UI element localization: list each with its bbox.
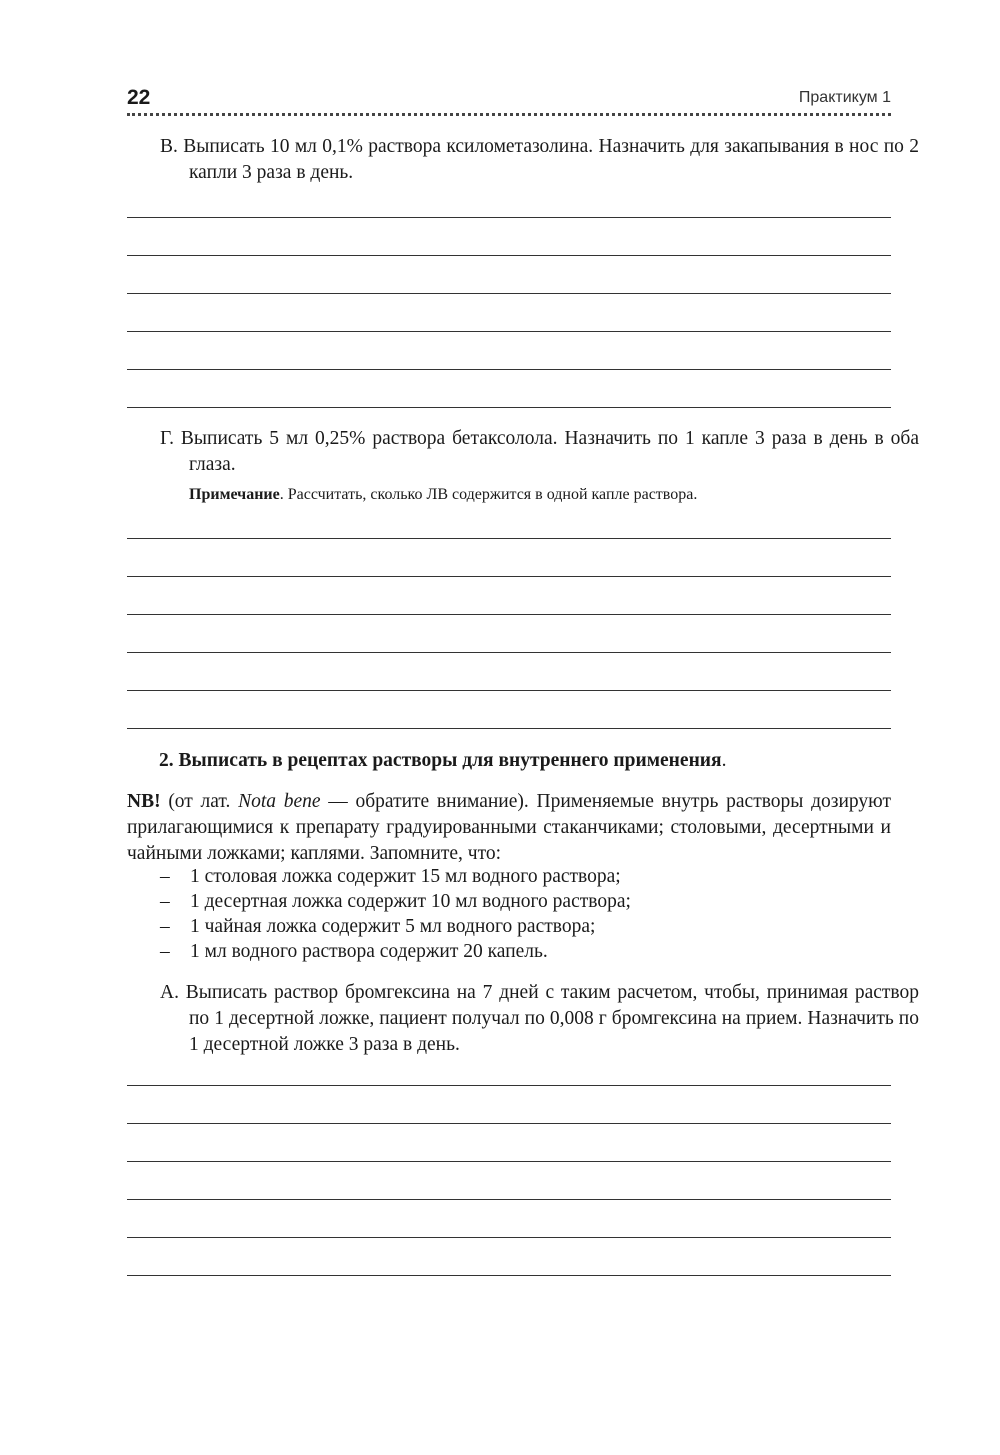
list-item [160, 914, 890, 939]
answer-line [127, 217, 891, 218]
dash-marker: – [160, 941, 170, 962]
answer-line [127, 293, 891, 294]
dosing-list [160, 864, 890, 964]
list-item-text: 1 чайная ложка содержит 5 мл водного раствора; [190, 916, 596, 937]
answer-line [127, 1123, 891, 1124]
answer-line [127, 690, 891, 691]
dash-marker: – [160, 916, 170, 937]
answer-line [127, 407, 891, 408]
answer-line [127, 1161, 891, 1162]
nb-latin: Nota bene [238, 791, 321, 812]
answer-line [127, 614, 891, 615]
note-label: Примечание [189, 486, 280, 503]
nb-text [127, 789, 891, 867]
answer-line [127, 728, 891, 729]
answer-line [127, 652, 891, 653]
answer-line [127, 538, 891, 539]
list-item [160, 889, 890, 914]
task-g [160, 426, 919, 478]
list-item-text: 1 столовая ложка содержит 15 мл водного раствора; [190, 866, 621, 887]
nb-pre: (от лат. [160, 791, 239, 812]
list-item [160, 939, 890, 964]
answer-line [127, 369, 891, 370]
dash-marker: – [160, 866, 170, 887]
answer-line [127, 1085, 891, 1086]
task-g-text: Г. Выписать 5 мл 0,25% раствора бетаксолола. Назначить по 1 капле 3 раза в день в оба глаза. [160, 428, 919, 475]
section-2-heading-text: 2. Выписать в рецептах растворы для внутреннего применения [159, 750, 722, 771]
task-v-text: В. Выписать 10 мл 0,1% раствора ксилометазолина. Назначить для закапывания в нос по 2 капли 3 раза в день. [160, 136, 919, 183]
nb-label: NB! [127, 791, 161, 812]
answer-line [127, 576, 891, 577]
answer-line [127, 255, 891, 256]
list-item [160, 864, 890, 889]
answer-line [127, 331, 891, 332]
task-a-text: А. Выписать раствор бромгексина на 7 дней с таким расчетом, чтобы, принимая раствор по 1 десертной ложке, пациент получал по 0,008 г бромгексина на прием. Назначить по 1 десертной ложке 3 раза в день. [160, 982, 919, 1055]
task-g-note [189, 484, 889, 506]
dash-marker: – [160, 891, 170, 912]
note-text: . Рассчитать, сколько ЛВ содержится в одной капле раствора. [279, 486, 698, 503]
answer-line [127, 1199, 891, 1200]
page-number: 22 [127, 86, 151, 109]
nb-body: — обратите внимание). Применяемые внутрь растворы дозируют прилагающимися к препарату градуированными стаканчиками; столовыми, десертными и чайными ложками; каплями. Запомните, что: [127, 791, 892, 864]
list-item-text: 1 мл водного раствора содержит 20 капель. [190, 941, 548, 962]
section-2-heading-dot: . [721, 750, 727, 771]
section-2-heading [159, 750, 726, 772]
answer-line [127, 1237, 891, 1238]
nb-paragraph [127, 789, 891, 867]
answer-line [127, 1275, 891, 1276]
running-title: Практикум 1 [798, 89, 891, 106]
header-dotted-rule [127, 113, 891, 116]
task-a [160, 980, 919, 1058]
task-v [160, 134, 919, 186]
list-item-text: 1 десертная ложка содержит 10 мл водного раствора; [190, 891, 631, 912]
